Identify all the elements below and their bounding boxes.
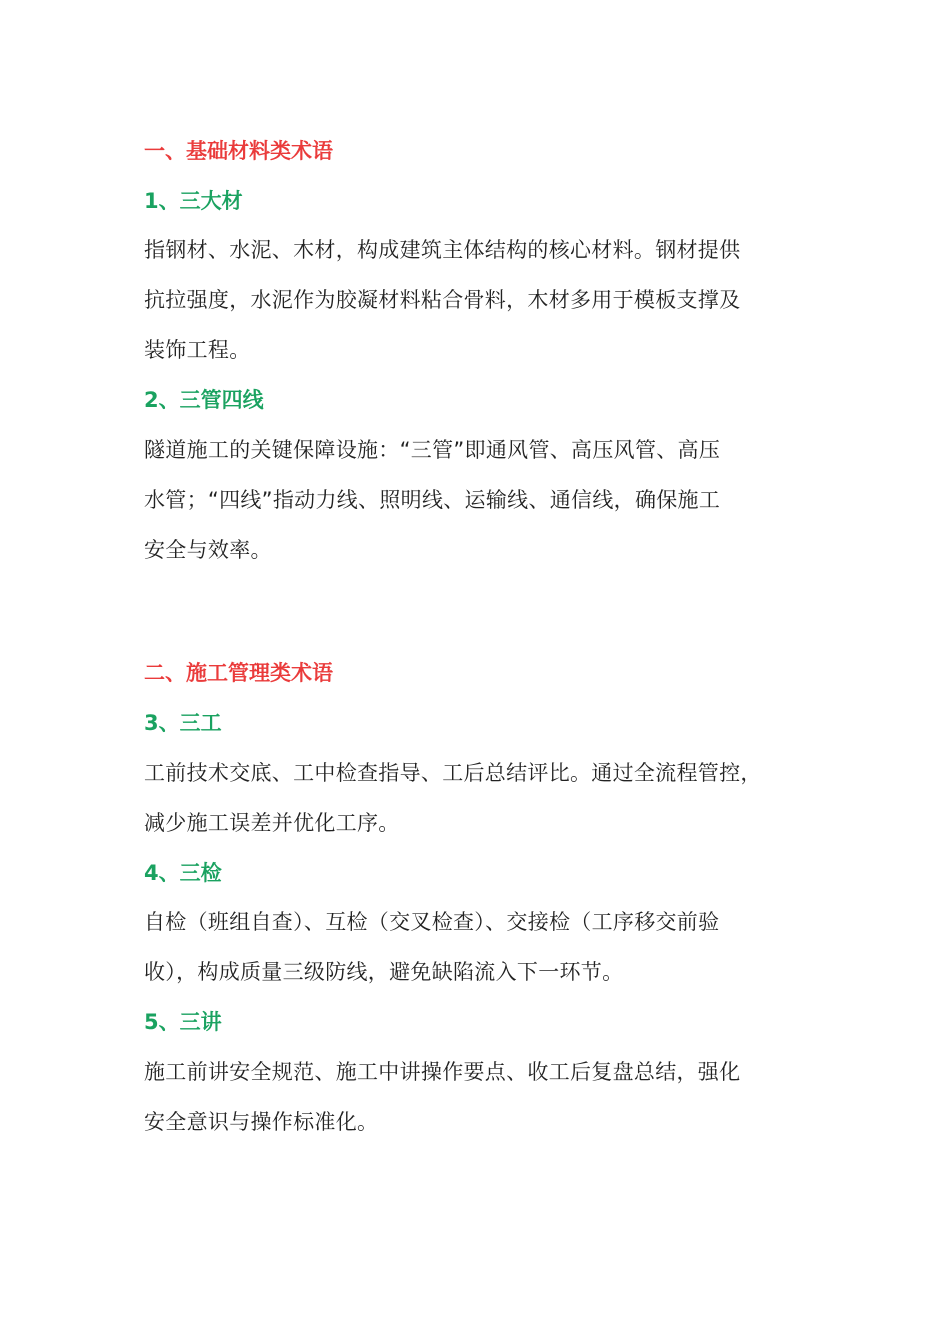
paragraph-line: 收），构成质量三级防线，避免缺陷流入下一环节。 — [144, 960, 624, 984]
item-title-three-pipes-four-lines: 2、三管四线 — [144, 388, 264, 412]
section-title-materials: 一、基础材料类术语 — [144, 139, 333, 163]
item-title-three-materials: 1、三大材 — [144, 189, 243, 213]
item-title-three-talks: 5、三讲 — [144, 1010, 222, 1034]
section-title-management: 二、施工管理类术语 — [144, 661, 333, 685]
paragraph-line: 装饰工程。 — [144, 338, 251, 362]
paragraph-line: 自检（班组自查）、互检（交叉检查）、交接检（工序移交前验 — [144, 910, 720, 934]
paragraph-line: 隧道施工的关键保障设施：“三管”即通风管、高压风管、高压 — [144, 438, 721, 462]
paragraph-line: 抗拉强度，水泥作为胶凝材料粘合骨料，木材多用于模板支撑及 — [144, 288, 741, 312]
item-title-three-inspections: 4、三检 — [144, 861, 222, 885]
paragraph-line: 安全意识与操作标准化。 — [144, 1110, 379, 1134]
item-title-three-work: 3、三工 — [144, 711, 222, 735]
paragraph-line: 安全与效率。 — [144, 538, 272, 562]
paragraph-line: 工前技术交底、工中检查指导、工后总结评比。通过全流程管控， — [144, 761, 762, 785]
paragraph-line: 指钢材、水泥、木材，构成建筑主体结构的核心材料。钢材提供 — [144, 238, 741, 262]
paragraph-line: 水管；“四线”指动力线、照明线、运输线、通信线，确保施工 — [144, 488, 721, 512]
paragraph-line: 减少施工误差并优化工序。 — [144, 811, 400, 835]
paragraph-line: 施工前讲安全规范、施工中讲操作要点、收工后复盘总结，强化 — [144, 1060, 741, 1084]
